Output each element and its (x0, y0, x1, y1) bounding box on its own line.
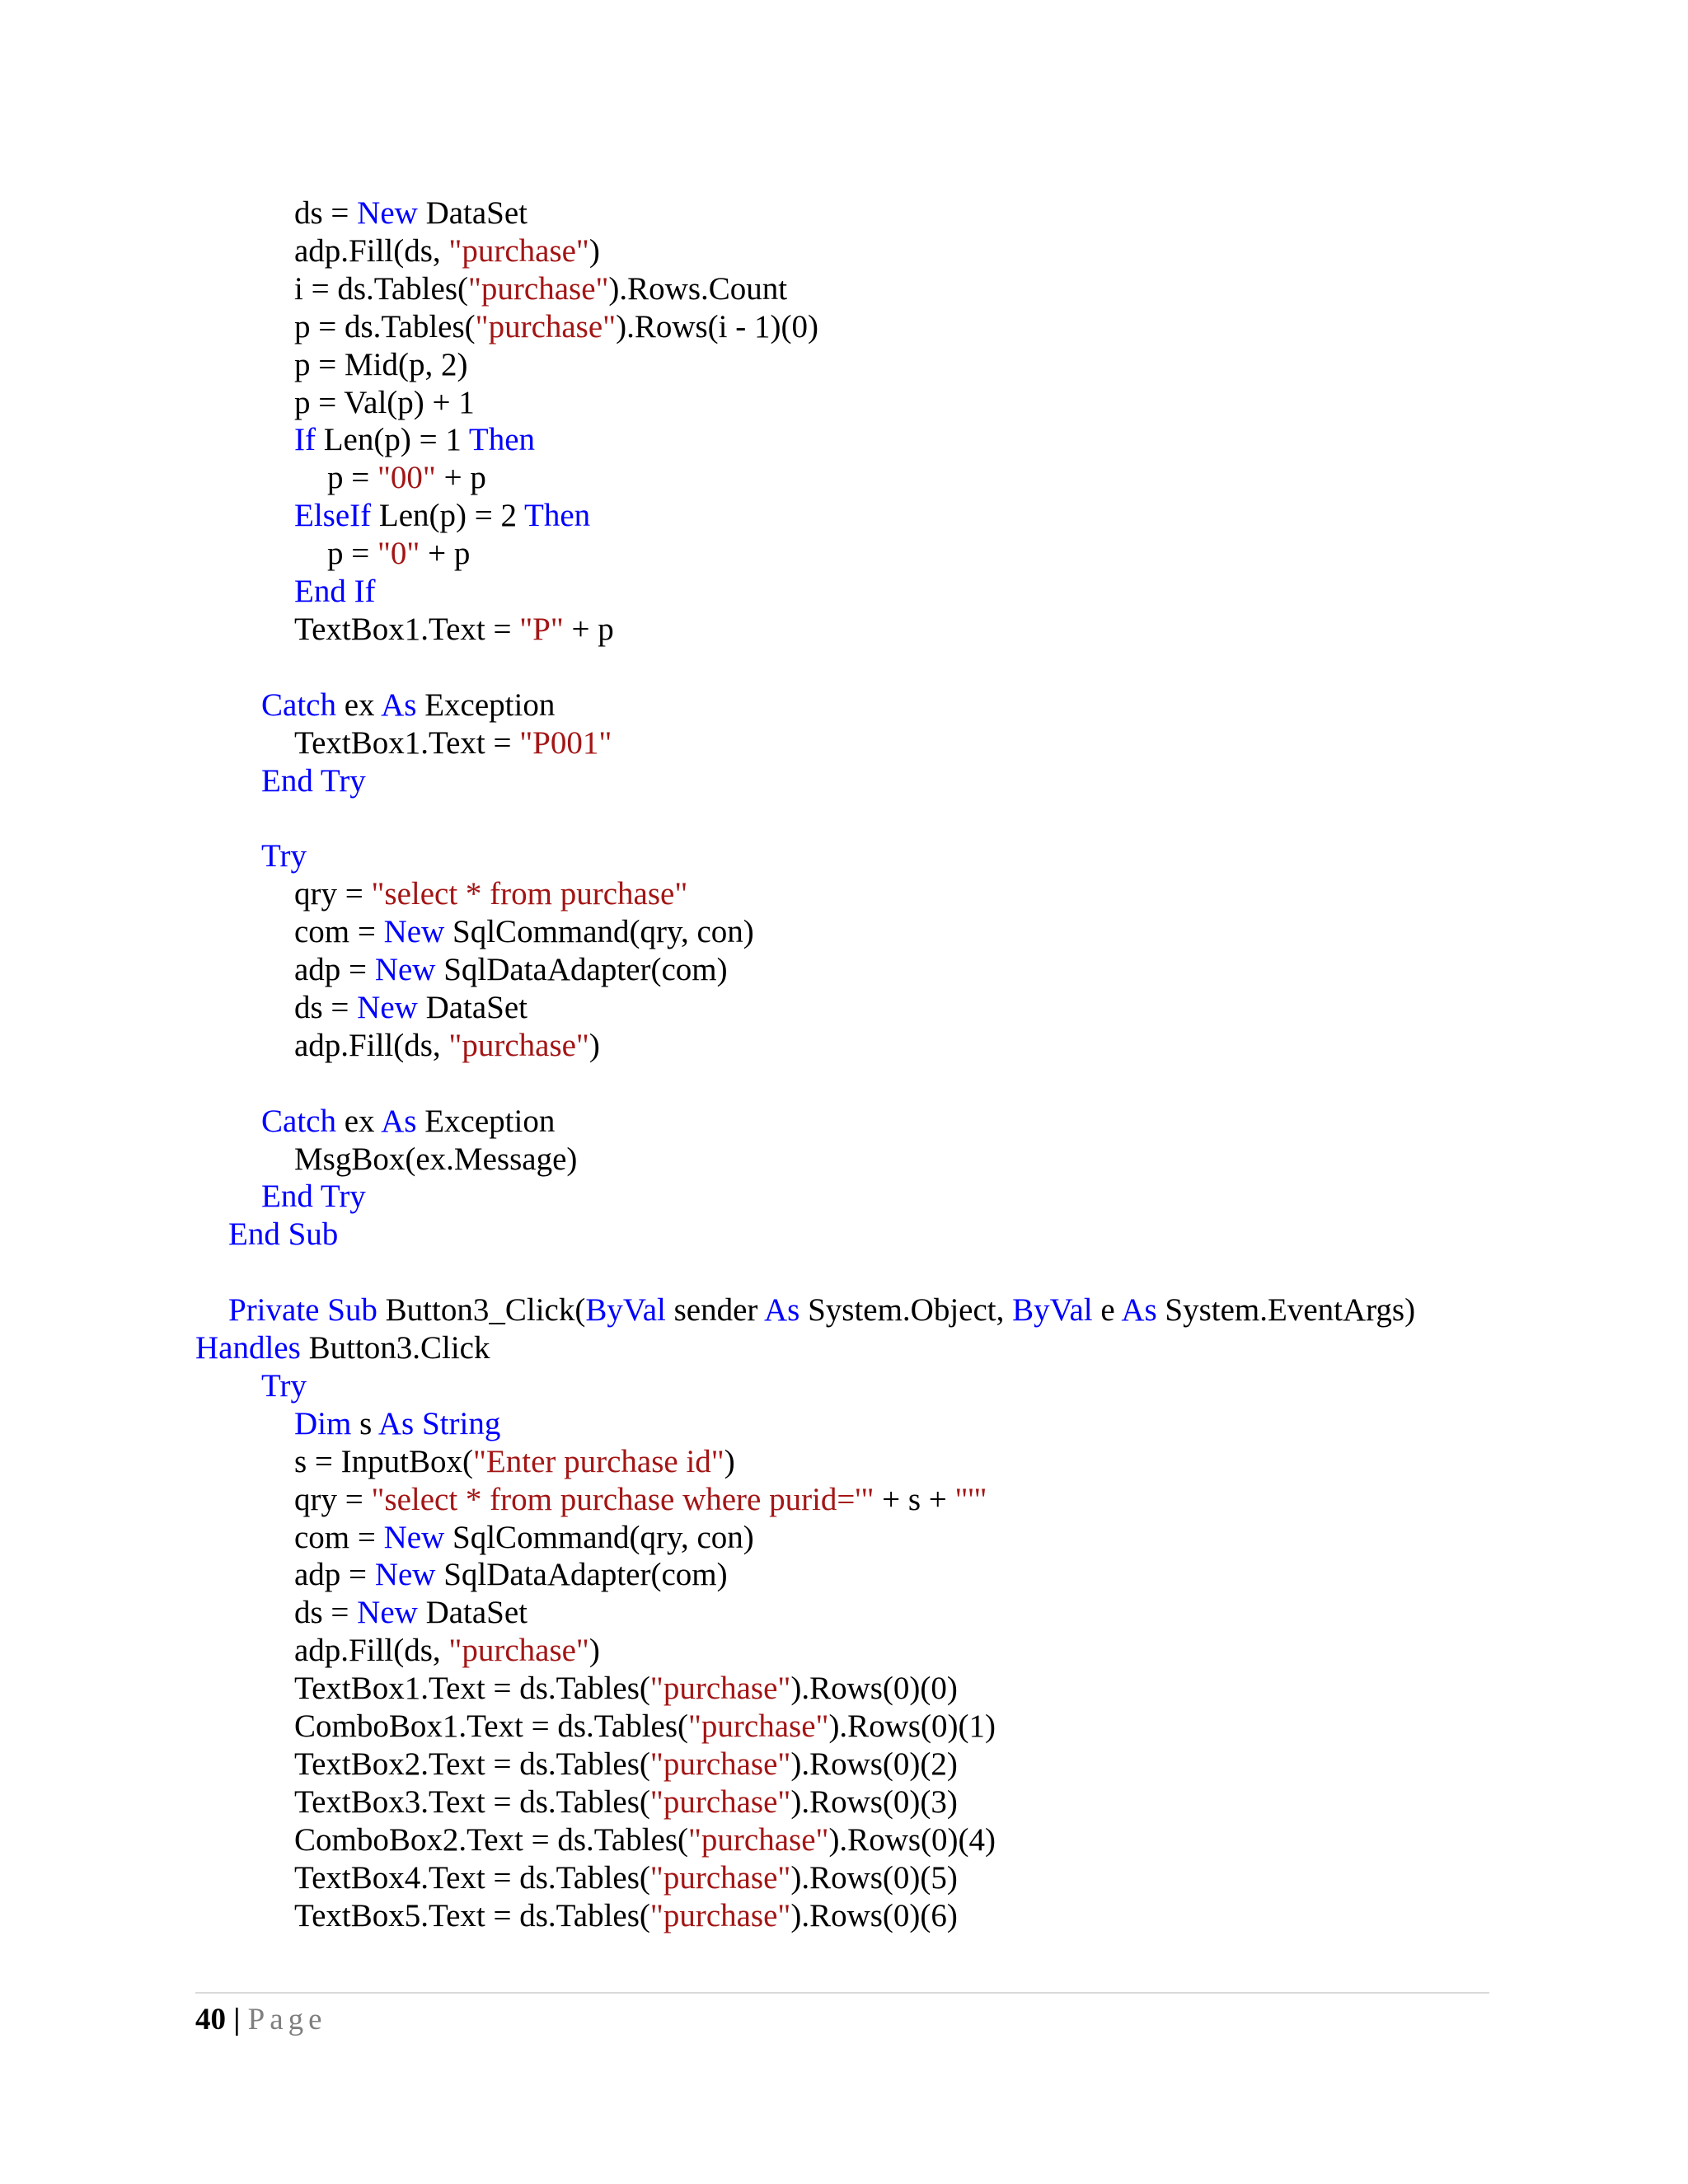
code-line (294, 875, 687, 913)
keyword-token: Private (228, 1292, 320, 1328)
code-line (294, 1746, 958, 1783)
code-token: ).Rows(0)(3) (790, 1784, 958, 1820)
keyword-token: End Sub (228, 1216, 339, 1252)
keyword-token: As (381, 1104, 417, 1139)
code-line (294, 1405, 500, 1443)
code-token: qry = (294, 1482, 372, 1517)
code-line (294, 989, 528, 1027)
code-token: ds = (294, 195, 358, 231)
string-token: "Enter purchase id" (473, 1444, 724, 1479)
code-line (294, 384, 475, 422)
code-token: adp = (294, 1557, 375, 1592)
code-token: TextBox1.Text = (294, 612, 520, 647)
code-token: ).Rows(0)(6) (790, 1898, 958, 1933)
code-token: SqlDataAdapter(com) (435, 952, 728, 987)
code-line (294, 1556, 728, 1594)
keyword-token: New (357, 990, 418, 1025)
keyword-token: Then (524, 498, 591, 533)
string-token: "0" (377, 536, 420, 571)
string-token: "purchase" (448, 233, 589, 269)
code-line (294, 1897, 958, 1935)
code-token: ).Rows.Count (608, 271, 788, 307)
page-label: Page (247, 2003, 327, 2036)
code-token: MsgBox(ex.Message) (294, 1141, 578, 1177)
code-line (294, 1027, 600, 1065)
code-line (294, 1141, 577, 1179)
keyword-token: As (763, 1292, 800, 1328)
code-token (414, 1406, 422, 1441)
code-token: ).Rows(0)(0) (790, 1671, 958, 1706)
keyword-token: ElseIf (294, 498, 372, 533)
code-token: qry = (294, 876, 372, 912)
code-token: ).Rows(0)(4) (828, 1822, 996, 1858)
code-token: SqlDataAdapter(com) (435, 1557, 728, 1592)
code-line (294, 270, 787, 308)
code-token: p = Mid(p, 2) (294, 347, 468, 382)
code-token: ComboBox2.Text = ds.Tables( (294, 1822, 688, 1858)
code-line (327, 459, 486, 497)
code-token: com = (294, 914, 384, 949)
string-token: "'" (954, 1482, 987, 1517)
code-line (294, 1670, 958, 1708)
code-token: com = (294, 1520, 384, 1555)
code-token: p = (327, 460, 377, 495)
code-line (294, 1632, 600, 1670)
code-line (294, 497, 590, 535)
keyword-token: Sub (327, 1292, 377, 1328)
code-line (294, 724, 612, 762)
code-token: SqlCommand(qry, con) (444, 914, 754, 949)
code-token: + p (435, 460, 486, 495)
string-token: "purchase" (649, 1860, 791, 1896)
code-token: ).Rows(0)(1) (828, 1708, 996, 1744)
code-token: adp.Fill(ds, (294, 1028, 449, 1063)
code-line (195, 1329, 490, 1367)
string-token: "purchase" (688, 1708, 829, 1744)
code-token: ) (588, 1028, 600, 1063)
code-token: + p (563, 612, 614, 647)
keyword-token: String (421, 1406, 501, 1441)
keyword-token: Then (468, 422, 536, 457)
code-token: SqlCommand(qry, con) (444, 1520, 754, 1555)
code-line (294, 1481, 987, 1519)
string-token: "purchase" (448, 1633, 589, 1668)
keyword-token: As (377, 1406, 415, 1441)
code-line (327, 535, 470, 573)
string-token: "select * from purchase where purid='" (371, 1482, 874, 1517)
keyword-token: Dim (294, 1406, 352, 1441)
string-token: "select * from purchase" (371, 876, 688, 912)
code-line (261, 1367, 307, 1405)
code-line (294, 951, 728, 989)
code-line (261, 687, 555, 724)
keyword-token: Handles (195, 1330, 301, 1366)
code-line (294, 1821, 996, 1859)
code-token: e (1092, 1292, 1122, 1328)
keyword-token: New (383, 914, 445, 949)
code-token: DataSet (417, 195, 528, 231)
code-token: TextBox1.Text = ds.Tables( (294, 1671, 650, 1706)
keyword-token: Try (261, 1368, 307, 1404)
code-token: ex (335, 687, 382, 723)
code-line (294, 346, 467, 384)
code-token: TextBox5.Text = ds.Tables( (294, 1898, 650, 1933)
code-line (261, 837, 307, 875)
code-token: p = (327, 536, 377, 571)
string-token: "P" (519, 612, 564, 647)
code-token: System.Object, (799, 1292, 1013, 1328)
code-line (294, 232, 600, 270)
code-token: + s + (874, 1482, 955, 1517)
string-token: "00" (377, 460, 436, 495)
code-line (294, 1783, 958, 1821)
code-token: ).Rows(0)(2) (790, 1746, 958, 1782)
code-line (228, 1216, 338, 1254)
code-token: ComboBox1.Text = ds.Tables( (294, 1708, 688, 1744)
code-token: TextBox2.Text = ds.Tables( (294, 1746, 650, 1782)
code-token: adp.Fill(ds, (294, 1633, 449, 1668)
code-token: + p (420, 536, 471, 571)
code-token: ) (724, 1444, 735, 1479)
code-token: TextBox3.Text = ds.Tables( (294, 1784, 650, 1820)
keyword-token: End If (294, 574, 376, 609)
code-line (294, 421, 535, 459)
string-token: "purchase" (649, 1898, 791, 1933)
code-token: adp.Fill(ds, (294, 233, 449, 269)
code-token: Button3.Click (300, 1330, 490, 1366)
keyword-token: Catch (261, 1104, 336, 1139)
code-line (294, 194, 528, 232)
string-token: "purchase" (649, 1746, 791, 1782)
code-line (294, 913, 754, 951)
code-token: DataSet (417, 990, 528, 1025)
keyword-token: ByVal (1012, 1292, 1093, 1328)
code-token: ) (588, 233, 600, 269)
code-line (294, 1859, 958, 1897)
code-token: ).Rows(i - 1)(0) (616, 309, 818, 344)
string-token: "purchase" (649, 1671, 791, 1706)
code-token: sender (665, 1292, 764, 1328)
code-token (319, 1292, 327, 1328)
keyword-token: As (381, 687, 417, 723)
footer-divider (195, 1992, 1489, 1994)
keyword-token: End Try (261, 763, 366, 799)
code-token: System.EventArgs) (1156, 1292, 1416, 1328)
code-token: Len(p) = 2 (371, 498, 525, 533)
string-token: "purchase" (467, 271, 609, 307)
code-token: Exception (416, 1104, 556, 1139)
keyword-token: End Try (261, 1179, 366, 1214)
code-token: i = ds.Tables( (294, 271, 468, 307)
code-line (261, 1103, 555, 1141)
code-token: s (351, 1406, 378, 1441)
code-token: ) (588, 1633, 600, 1668)
code-line (294, 1708, 996, 1746)
page-number: 40 (195, 2003, 226, 2036)
code-line (294, 1519, 754, 1557)
code-token: ).Rows(0)(5) (790, 1860, 958, 1896)
code-token: Button3_Click( (377, 1292, 586, 1328)
page-footer (195, 1999, 327, 2041)
code-token: TextBox1.Text = (294, 725, 520, 761)
code-line (294, 573, 376, 611)
code-token: p = Val(p) + 1 (294, 385, 475, 420)
code-line (294, 1594, 528, 1632)
code-token: Len(p) = 1 (315, 422, 469, 457)
keyword-token: New (383, 1520, 445, 1555)
keyword-token: ByVal (585, 1292, 666, 1328)
keyword-token: As (1121, 1292, 1157, 1328)
code-token: TextBox4.Text = ds.Tables( (294, 1860, 650, 1896)
code-line (294, 1443, 735, 1481)
code-line (261, 1178, 366, 1216)
code-line (261, 762, 366, 800)
code-token: Exception (416, 687, 556, 723)
keyword-token: New (357, 1595, 418, 1630)
code-line (294, 611, 614, 649)
keyword-token: New (374, 952, 436, 987)
string-token: "purchase" (649, 1784, 791, 1820)
keyword-token: Catch (261, 687, 336, 723)
code-token: s = InputBox( (294, 1444, 473, 1479)
code-token: ex (335, 1104, 382, 1139)
string-token: "purchase" (475, 309, 617, 344)
code-token: p = ds.Tables( (294, 309, 476, 344)
keyword-token: If (294, 422, 316, 457)
footer-separator: | (226, 2003, 248, 2036)
keyword-token: New (357, 195, 418, 231)
code-token: DataSet (417, 1595, 528, 1630)
code-token: ds = (294, 990, 358, 1025)
code-line (228, 1291, 1415, 1329)
string-token: "purchase" (688, 1822, 829, 1858)
keyword-token: Try (261, 838, 307, 874)
code-token: adp = (294, 952, 375, 987)
keyword-token: New (374, 1557, 436, 1592)
code-token: ds = (294, 1595, 358, 1630)
string-token: "P001" (519, 725, 612, 761)
string-token: "purchase" (448, 1028, 589, 1063)
code-line (294, 308, 818, 346)
